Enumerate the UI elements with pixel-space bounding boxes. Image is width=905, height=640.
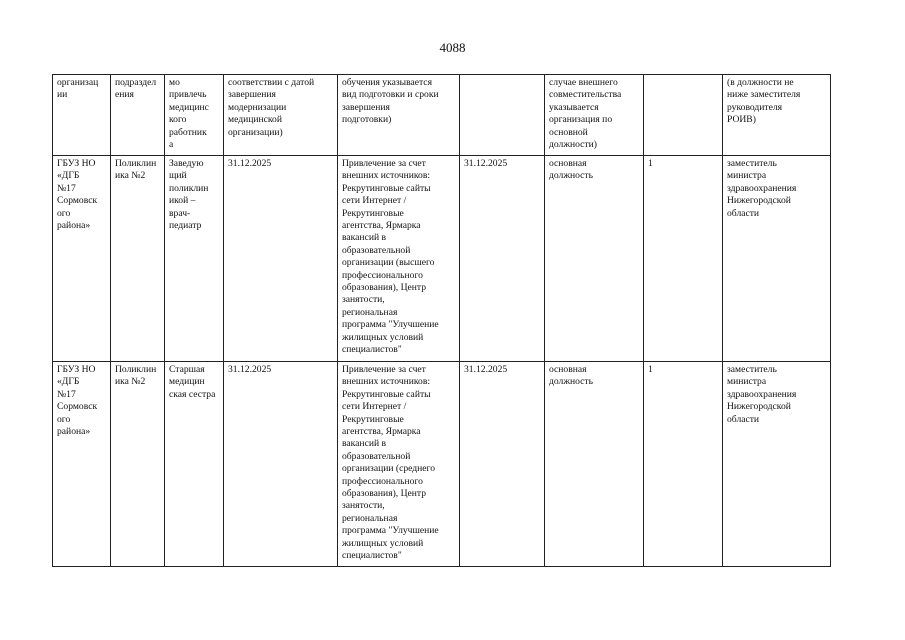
cell-date <box>460 75 545 156</box>
cell-employment-type: основная должность <box>545 156 644 362</box>
cell-organization: организац ии <box>53 75 111 156</box>
cell-count: 1 <box>644 156 723 362</box>
cell-position: Заведую щий поликлин икой – врач- педиатр <box>165 156 224 362</box>
table-row <box>53 156 831 362</box>
cell-method: Привлечение за счет внешних источников: Рекрутинговые сайты сети Интернет / Рекрутинговые агентства, Ярмарка вакансий в образовательной организации (высшего профессионального образования), Центр занятости, региональная программа "Улучшение жилищных условий специалистов" <box>338 156 460 362</box>
cell-responsible: заместитель министра здравоохранения Нижегородской области <box>723 156 831 362</box>
page-number: 4088 <box>439 40 466 55</box>
cell-method: обучения указывается вид подготовки и сроки завершения подготовки) <box>338 75 460 156</box>
cell-position: Старшая медицин ская сестра <box>165 362 224 567</box>
cell-employment-type: основная должность <box>545 362 644 567</box>
cell-employment-type: случае внешнего совместительства указывается организация по основной должности) <box>545 75 644 156</box>
cell-responsible: (в должности не ниже заместителя руководителя РОИВ) <box>723 75 831 156</box>
cell-count: 1 <box>644 362 723 567</box>
cell-deadline: 31.12.2025 <box>224 156 338 362</box>
cell-date: 31.12.2025 <box>460 362 545 567</box>
cell-method: Привлечение за счет внешних источников: Рекрутинговые сайты сети Интернет / Рекрутинговые агентства, Ярмарка вакансий в образовательной организации (среднего профессионального образования), Центр занятости, региональная программа "Улучшение жилищных условий специалистов" <box>338 362 460 567</box>
table-row <box>53 75 831 156</box>
cell-deadline: 31.12.2025 <box>224 362 338 567</box>
cell-subdivision: подраздел ения <box>111 75 165 156</box>
cell-deadline: соответствии с датой завершения модернизации медицинской организации) <box>224 75 338 156</box>
document-table <box>52 74 831 567</box>
cell-count <box>644 75 723 156</box>
cell-subdivision: Поликлин ика №2 <box>111 156 165 362</box>
cell-responsible: заместитель министра здравоохранения Нижегородской области <box>723 362 831 567</box>
table-row <box>53 362 831 567</box>
cell-date: 31.12.2025 <box>460 156 545 362</box>
cell-organization: ГБУЗ НО «ДГБ №17 Сормовск ого района» <box>53 156 111 362</box>
cell-subdivision: Поликлин ика №2 <box>111 362 165 567</box>
cell-position: мо привлечь медицинс кого работник а <box>165 75 224 156</box>
cell-organization: ГБУЗ НО «ДГБ №17 Сормовск ого района» <box>53 362 111 567</box>
